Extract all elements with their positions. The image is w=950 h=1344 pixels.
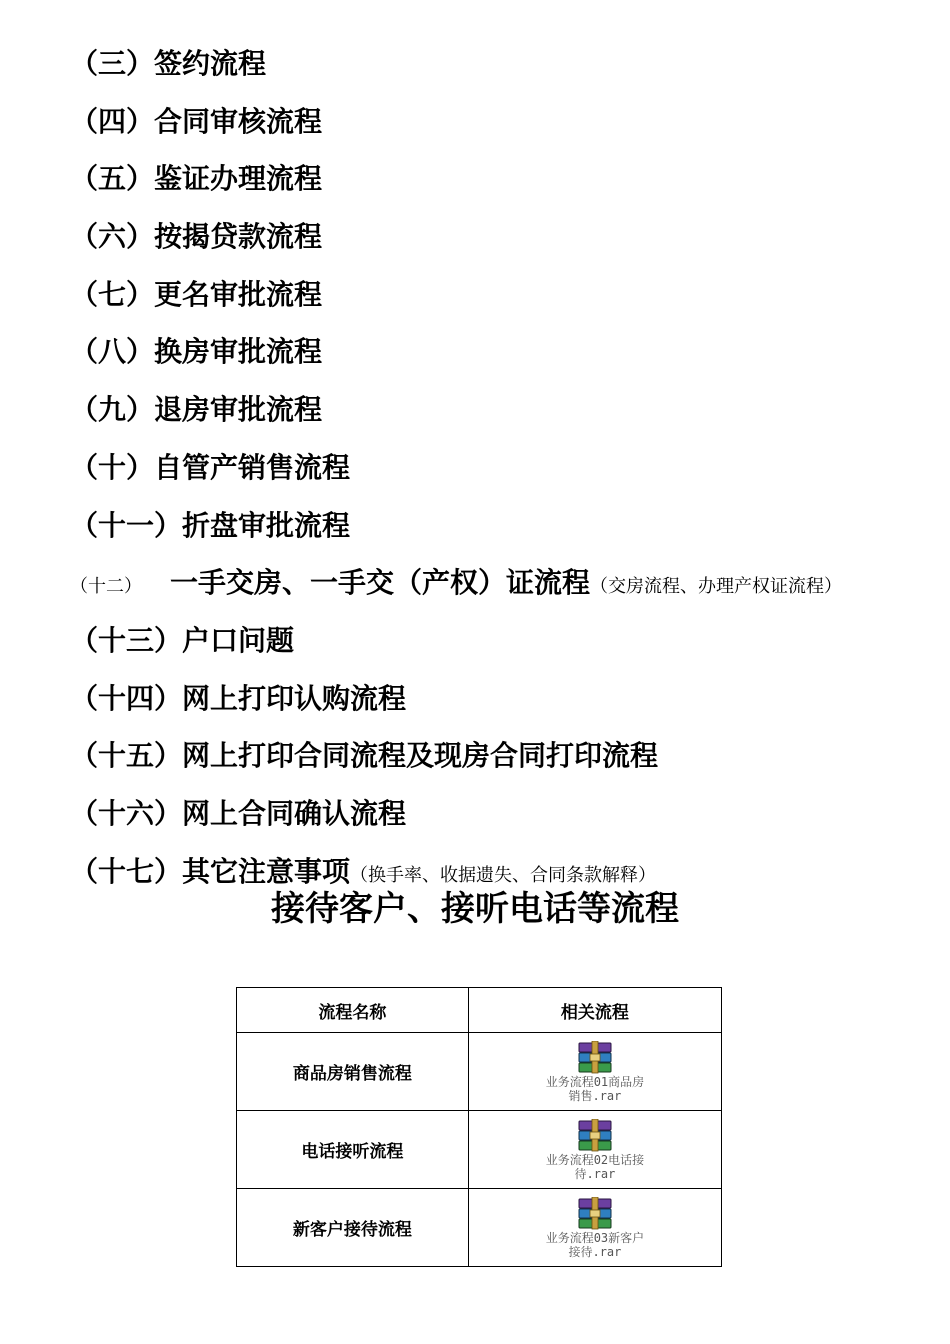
outline-number: （九） <box>70 393 155 427</box>
outline-item-14 <box>70 675 930 733</box>
outline-title: 其它注意事项 <box>182 854 351 888</box>
outline-item-9 <box>70 386 930 444</box>
rar-archive-icon <box>575 1197 615 1231</box>
outline-title: 更名审批流程 <box>154 277 323 311</box>
outline-title: 户口问题 <box>182 623 295 657</box>
process-table <box>236 987 722 1267</box>
outline-item-11 <box>70 502 930 560</box>
outline-item-3 <box>70 40 930 98</box>
outline-list <box>70 40 930 905</box>
outline-title: 网上合同确认流程 <box>182 796 407 830</box>
outline-number: （十六） <box>70 796 183 830</box>
outline-title: 鉴证办理流程 <box>154 162 323 196</box>
section-heading: 接待客户、接听电话等流程 <box>271 889 679 929</box>
outline-title: 折盘审批流程 <box>182 508 351 542</box>
outline-title: 合同审核流程 <box>154 104 323 138</box>
outline-item-15 <box>70 732 930 790</box>
outline-item-13 <box>70 617 930 675</box>
outline-number: （十七） <box>70 854 183 888</box>
rar-archive-icon <box>575 1041 615 1075</box>
outline-note: （换手率、收据遗失、合同条款解释） <box>350 864 657 886</box>
process-name-cell: 电话接听流程 <box>237 1111 469 1189</box>
outline-number: （四） <box>70 104 155 138</box>
attachment-name-line: 业务流程01商品房 <box>545 1074 645 1089</box>
outline-note: （交房流程、办理产权证流程） <box>590 576 843 598</box>
outline-title: 网上打印合同流程及现房合同打印流程 <box>182 739 659 773</box>
outline-title: 一手交房、一手交（产权）证流程 <box>170 566 591 600</box>
outline-item-5 <box>70 155 930 213</box>
outline-item-8 <box>70 328 930 386</box>
outline-item-16 <box>70 790 930 848</box>
process-name-cell: 商品房销售流程 <box>237 1033 469 1111</box>
outline-number: （十三） <box>70 623 183 657</box>
attachment-cell <box>468 1033 721 1111</box>
outline-number: （十） <box>70 450 155 484</box>
outline-title: 自管产销售流程 <box>154 450 351 484</box>
attachment-cell <box>468 1189 721 1267</box>
outline-item-7 <box>70 271 930 329</box>
process-name-cell: 新客户接待流程 <box>237 1189 469 1267</box>
outline-title: 换房审批流程 <box>154 335 323 369</box>
outline-number: （十五） <box>70 739 183 773</box>
attachment-name-line: 接待.rar <box>568 1244 622 1259</box>
outline-number: （七） <box>70 277 155 311</box>
outline-number: （十二） <box>70 576 142 598</box>
attachment-name-line: 业务流程03新客户 <box>545 1230 645 1245</box>
rar-attachment[interactable] <box>530 1197 660 1259</box>
column-header-process-name: 流程名称 <box>237 988 469 1033</box>
outline-item-6 <box>70 213 930 271</box>
table-row <box>237 1189 722 1267</box>
attachment-name-line: 业务流程02电话接 <box>545 1152 645 1167</box>
table-row <box>237 1111 722 1189</box>
outline-title: 网上打印认购流程 <box>182 681 407 715</box>
outline-number: （三） <box>70 47 155 80</box>
attachment-cell <box>468 1111 721 1189</box>
outline-number: （十四） <box>70 681 183 715</box>
outline-item-12 <box>70 559 930 617</box>
outline-title: 签约流程 <box>154 47 267 80</box>
outline-number: （八） <box>70 335 155 369</box>
outline-number: （五） <box>70 162 155 196</box>
attachment-name-line: 销售.rar <box>568 1088 622 1103</box>
outline-title: 按揭贷款流程 <box>154 220 323 254</box>
outline-item-10 <box>70 444 930 502</box>
column-header-related-process: 相关流程 <box>468 988 721 1033</box>
outline-number: （十一） <box>70 508 183 542</box>
rar-attachment[interactable] <box>530 1119 660 1181</box>
rar-archive-icon <box>575 1119 615 1153</box>
table-row <box>237 1033 722 1111</box>
outline-number: （六） <box>70 220 155 254</box>
rar-attachment[interactable] <box>530 1041 660 1103</box>
attachment-name-line: 待.rar <box>574 1166 616 1181</box>
outline-title: 退房审批流程 <box>154 393 323 427</box>
table-header-row <box>237 988 722 1033</box>
outline-item-4 <box>70 98 930 156</box>
